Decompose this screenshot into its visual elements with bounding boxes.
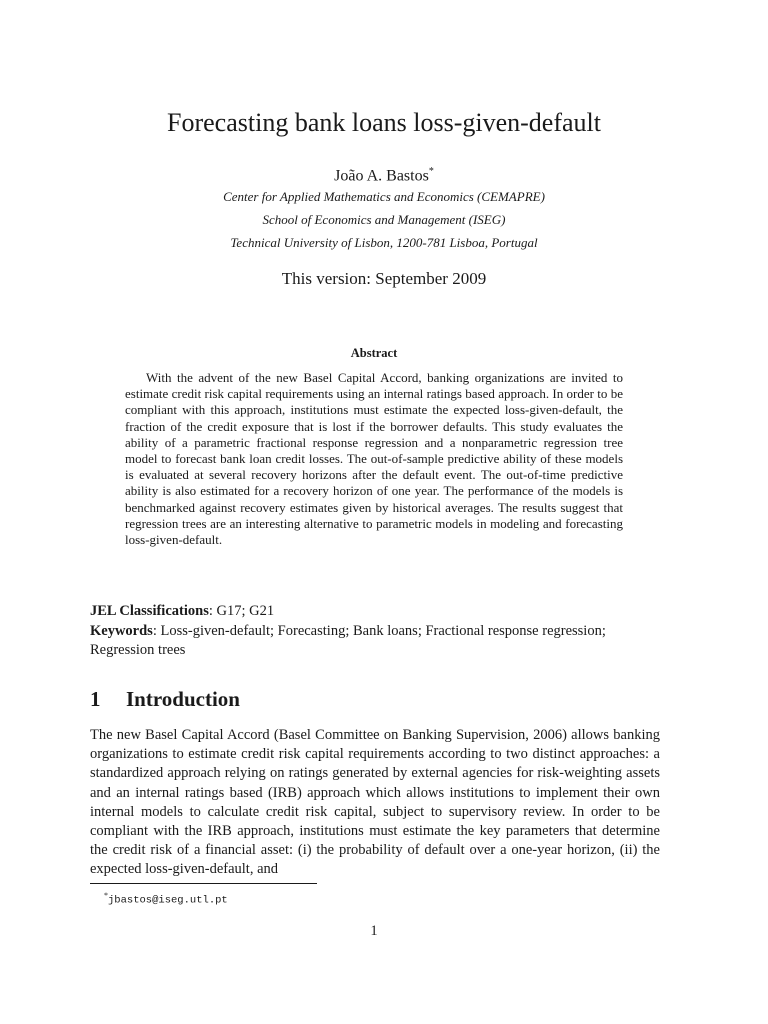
abstract-text: With the advent of the new Basel Capital Accord, banking organizations are invited to estimate credit risk capital requirements using an internal ratings based approach. In order to be compliant with this approach, institutions must estimate the expected loss-given-default, the fraction of the credit exposure that is lost if the borrower defaults. This study evaluates the ability of a parametric fractional response regression and a nonparametric regression tree model to forecast bank loan credit losses. The out-of-sample predictive ability of these models is evaluated at several recovery horizons after the default event. The out-of-time predictive ability is also estimated for a recovery horizon of one year. The performance of the models is benchmarked against recovery estimates given by historical averages. The results suggest that regression trees are an interesting alternative to parametric models in modeling and forecasting loss-given-default.	[125, 370, 623, 548]
jel-classifications	[90, 602, 660, 621]
page-number: 1	[370, 923, 378, 939]
jel-value: : G17; G21	[208, 603, 275, 619]
jel-label: JEL Classifications	[90, 603, 209, 619]
footnote-email: jbastos@iseg.utl.pt	[108, 894, 228, 907]
footnote-mark: *	[104, 891, 108, 900]
section-number: 1	[90, 687, 101, 711]
abstract-heading: Abstract	[350, 346, 398, 360]
footnote	[104, 889, 228, 908]
keywords-value: : Loss-given-default; Forecasting; Bank loans; Fractional response regression; Regression trees	[90, 623, 606, 658]
affiliation-3: Technical University of Lisbon, 1200-781 Lisboa, Portugal	[230, 235, 538, 250]
section-heading	[90, 686, 240, 712]
keywords-label: Keywords	[90, 623, 153, 639]
affiliation-2: School of Economics and Management (ISEG)	[262, 212, 506, 227]
author-footnote-mark: *	[428, 166, 434, 177]
keywords	[90, 622, 665, 660]
affiliation-1: Center for Applied Mathematics and Economics (CEMAPRE)	[223, 189, 545, 204]
version-date: This version: September 2009	[281, 269, 487, 288]
footnote-divider	[90, 883, 317, 884]
section-title: Introduction	[126, 687, 240, 711]
author-line	[0, 162, 768, 186]
introduction-paragraph: The new Basel Capital Accord (Basel Committee on Banking Supervision, 2006) allows banking organizations to estimate credit risk capital requirements according to two distinct approaches: a standardized approach relying on ratings generated by external agencies for risk-weighting assets and an internal ratings based (IRB) approach which allows institutions to implement their own internal models to calculate credit risk capital, subject to supervisory review. In order to be compliant with the IRB approach, institutions must estimate the key parameters that determine the credit risk of a financial asset: (i) the probability of default over a one-year horizon, (ii) the expected loss-given-default, and	[90, 727, 660, 878]
paper-title: Forecasting bank loans loss-given-default	[167, 108, 601, 137]
author-name: João A. Bastos	[334, 167, 429, 185]
